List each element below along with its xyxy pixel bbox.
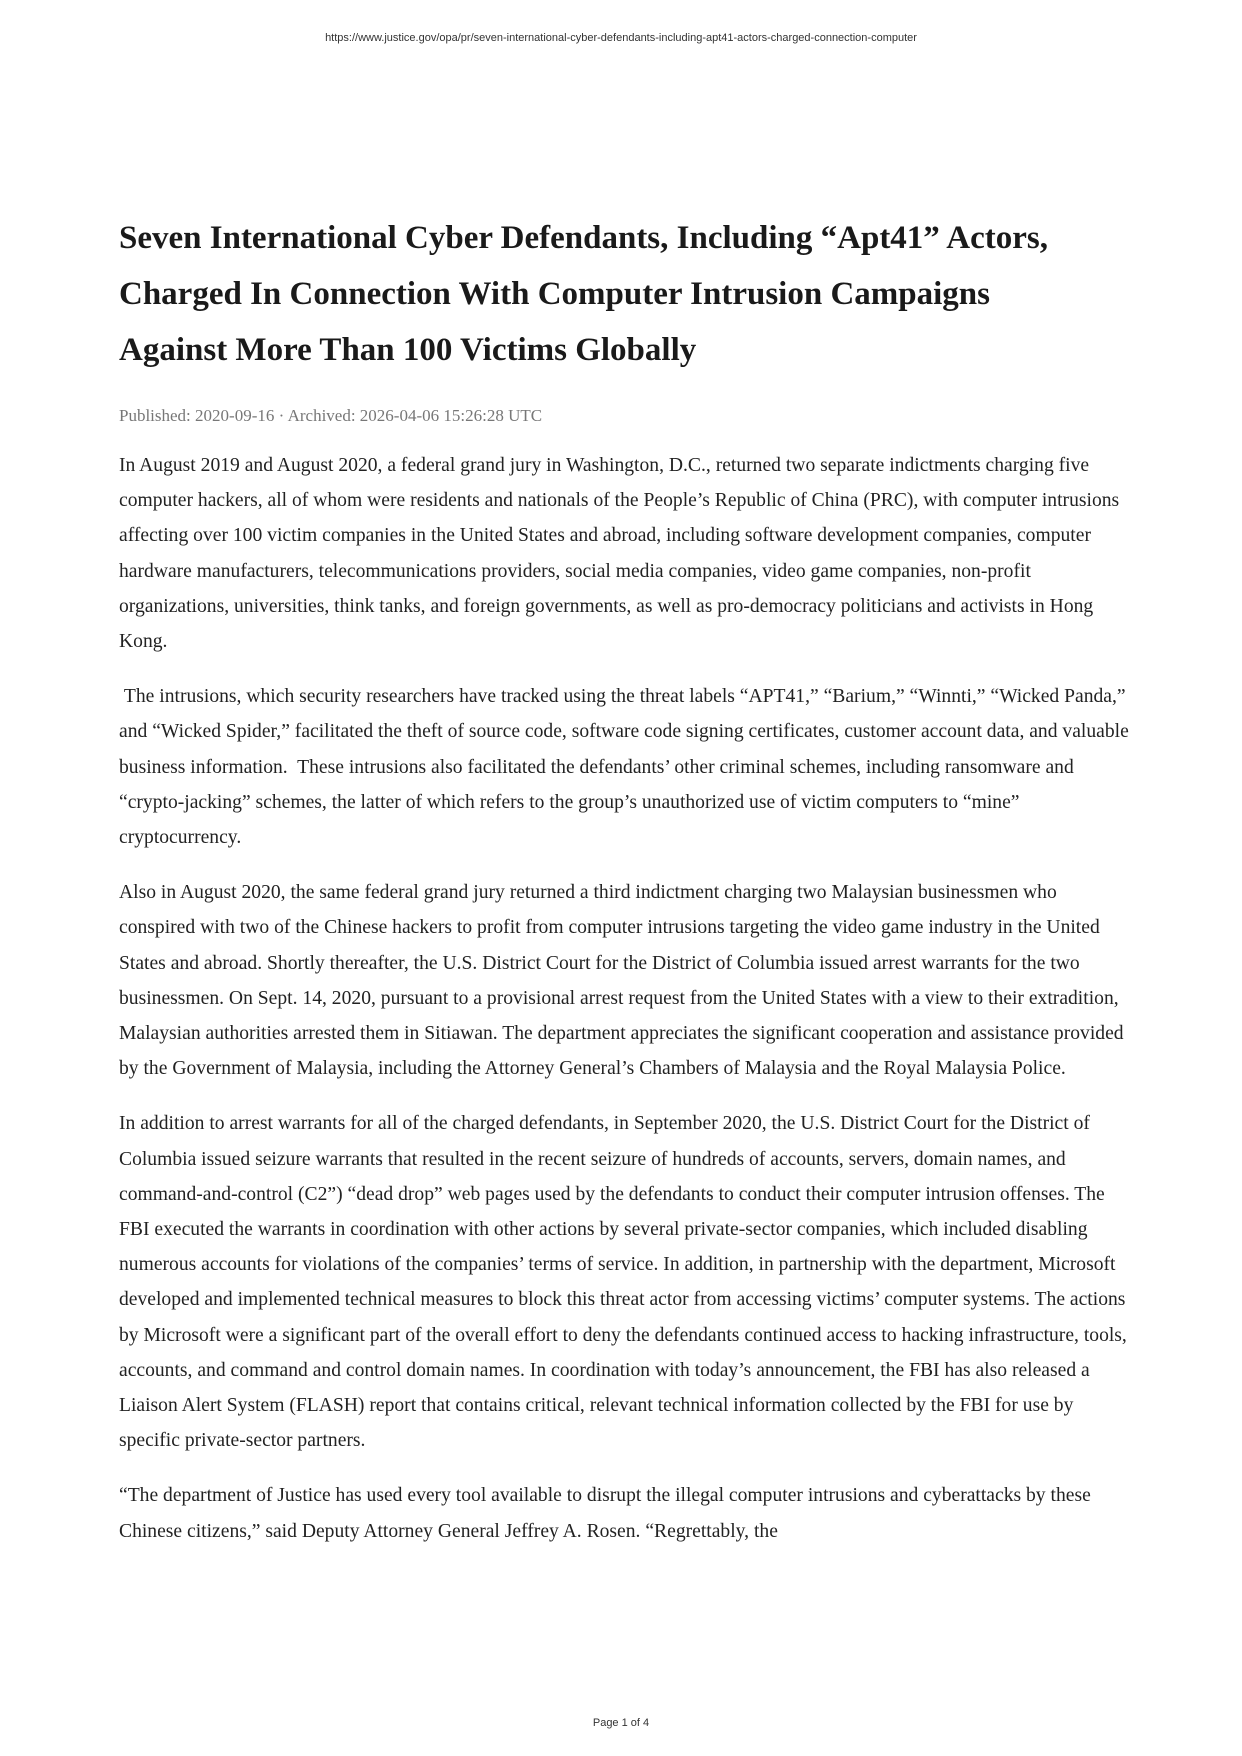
article-title-line: Charged In Connection With Computer Intrusion Campaigns (119, 276, 990, 312)
article-paragraph: In addition to arrest warrants for all of the charged defendants, in September 2020, the U.S. District Court for the District of Columbia issued seizure warrants that resulted in the recent seizure of hundreds of accounts, servers, domain names, and command-and-control (C2”) “dead drop” web pages used by the defendants to conduct their computer intrusion offenses. The FBI executed the warrants in coordination with other actions by several private-sector companies, which included disabling numerous accounts for violations of the companies’ terms of service. In addition, in partnership with the department, Microsoft developed and implemented technical measures to block this threat actor from accessing victims’ computer systems. The actions by Microsoft were a significant part of the overall effort to deny the defendants continued access to hacking infrastructure, tools, accounts, and command and control domain names. In coordination with today’s announcement, the FBI has also released a Liaison Alert System (FLASH) report that contains critical, relevant technical information collected by the FBI for use by specific private-sector partners. (119, 1113, 1127, 1452)
article-paragraph: The intrusions, which security researchers have tracked using the threat labels “APT41,” “Barium,” “Winnti,” “Wicked Panda,” and “Wicked Spider,” facilitated the theft of source code, software code signing certificates, customer account data, and valuable business information. These intrusions also facilitated the defendants’ other criminal schemes, including ransomware and “crypto-jacking” schemes, the latter of which refers to the group’s unauthorized use of victim computers to “mine” cryptocurrency. (119, 686, 1134, 849)
article-paragraph: In August 2019 and August 2020, a federal grand jury in Washington, D.C., returned two separate indictments charging five computer hackers, all of whom were residents and nationals of the People’s Republic of China (PRC), with computer intrusions affecting over 100 victim companies in the United States and abroad, including software development companies, computer hardware manufacturers, telecommunications providers, social media companies, video game companies, non-profit organizations, universities, think tanks, and foreign governments, as well as pro-democracy politicians and activists in Hong Kong. (119, 455, 1120, 653)
page-url-header: https://www.justice.gov/opa/pr/seven-international-cyber-defendants-including-apt41-actors-charged-connection-computer (325, 32, 917, 44)
article-meta: Published: 2020-09-16 · Archived: 2026-04-06 15:26:28 UTC (119, 406, 543, 425)
article-title-line: Seven International Cyber Defendants, Including “Apt41” Actors, (119, 220, 1048, 256)
page-number-footer: Page 1 of 4 (592, 1717, 650, 1729)
article-paragraph: “The department of Justice has used every tool available to disrupt the illegal computer intrusions and cyberattacks by these Chinese citizens,” said Deputy Attorney General Jeffrey A. Rosen. “Regrettably, the (119, 1485, 1091, 1542)
article-title (119, 210, 1129, 378)
article-title-line: Against More Than 100 Victims Globally (119, 332, 697, 368)
article (119, 210, 1134, 1569)
article-paragraph: Also in August 2020, the same federal grand jury returned a third indictment charging two Malaysian businessmen who conspired with two of the Chinese hackers to profit from computer intrusions targeting the video game industry in the United States and abroad. Shortly thereafter, the U.S. District Court for the District of Columbia issued arrest warrants for the two businessmen. On Sept. 14, 2020, pursuant to a provisional arrest request from the United States with a view to their extradition, Malaysian authorities arrested them in Sitiawan. The department appreciates the significant cooperation and assistance provided by the Government of Malaysia, including the Attorney General’s Chambers of Malaysia and the Royal Malaysia Police. (119, 882, 1124, 1080)
article-body (119, 448, 1134, 1549)
